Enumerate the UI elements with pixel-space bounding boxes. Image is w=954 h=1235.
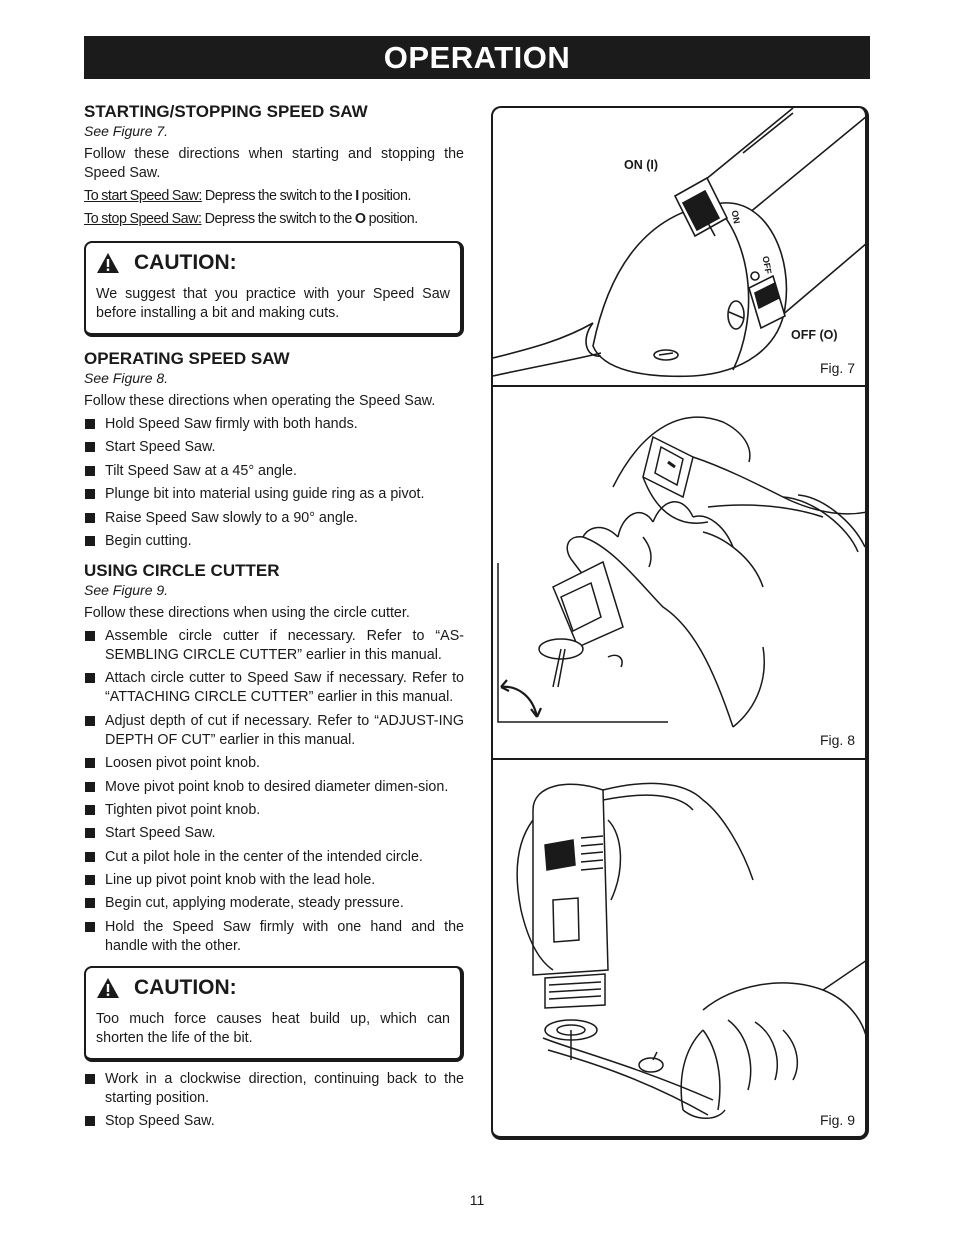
figure-7 — [493, 108, 865, 384]
list-item: Raise Speed Saw slowly to a 90° angle. — [84, 509, 464, 528]
start-symbol: I — [355, 188, 359, 204]
list-item: Tighten pivot point knob. — [84, 801, 464, 820]
circle-cutter-illustration — [493, 760, 865, 1136]
figure-9 — [493, 760, 865, 1136]
list-item: Plunge bit into material using guide ring as a pivot. — [84, 485, 464, 504]
section-heading-operating: OPERATING SPEED SAW — [84, 349, 290, 368]
caution-box-practice — [84, 241, 464, 337]
list-item: Stop Speed Saw. — [84, 1112, 464, 1131]
list-item: Loosen pivot point knob. — [84, 754, 464, 773]
warning-triangle-icon — [96, 252, 120, 274]
switch-off-text: OFF — [760, 255, 774, 275]
start-label: To start Speed Saw: — [84, 188, 202, 204]
see-figure-7: See Figure 7. — [84, 123, 169, 139]
list-item: Assemble circle cutter if necessary. Refer to “AS-SEMBLING CIRCLE CUTTER” earlier in this manual. — [84, 627, 464, 665]
figure-9-caption: Fig. 9 — [819, 1112, 855, 1128]
stop-text-a: Depress the switch to the — [201, 211, 355, 227]
caution-title-text: CAUTION: — [134, 975, 237, 999]
figure-7-caption: Fig. 7 — [819, 360, 855, 376]
start-instruction — [84, 187, 464, 206]
stop-symbol: O — [354, 211, 366, 227]
list-item: Work in a clockwise direction, continuing back to the starting position. — [84, 1070, 464, 1108]
section-heading-circle-cutter: USING CIRCLE CUTTER — [84, 560, 280, 580]
list-item: Line up pivot point knob with the lead hole. — [84, 871, 464, 890]
list-item: Hold the Speed Saw firmly with one hand and the handle with the other. — [84, 918, 464, 956]
caution-text: We suggest that you practice with your Speed Saw before installing a bit and making cuts. — [96, 286, 450, 321]
operating-intro: Follow these directions when operating the Speed Saw. — [84, 393, 436, 409]
on-label: ON (I) — [624, 158, 659, 172]
stop-label: To stop Speed Saw: — [84, 211, 202, 227]
see-figure-8: See Figure 8. — [84, 370, 169, 386]
list-item: Hold Speed Saw firmly with both hands. — [84, 415, 464, 434]
list-item: Start Speed Saw. — [84, 824, 464, 843]
list-item: Move pivot point knob to desired diameter dimen-sion. — [84, 778, 464, 797]
list-item: Start Speed Saw. — [84, 438, 464, 457]
figure-8-caption: Fig. 8 — [819, 732, 855, 748]
switch-on-text: ON — [729, 209, 742, 225]
start-text-a: Depress the switch to the — [201, 188, 356, 204]
stop-instruction — [84, 210, 464, 229]
starting-intro: Follow these directions when starting and stopping the Speed Saw. — [84, 146, 464, 181]
list-item: Tilt Speed Saw at a 45° angle. — [84, 462, 464, 481]
warning-triangle-icon — [96, 977, 120, 999]
hands-tilting-saw-illustration — [493, 387, 865, 757]
section-heading-starting: STARTING/STOPPING SPEED SAW — [84, 102, 368, 121]
left-column — [84, 102, 464, 1136]
caution-box-force — [84, 966, 464, 1062]
page-title: OPERATION — [383, 39, 571, 75]
list-item: Cut a pilot hole in the center of the intended circle. — [84, 848, 464, 867]
figure-panel — [491, 106, 869, 1140]
caution-text: Too much force causes heat build up, which can shorten the life of the bit. — [96, 1010, 450, 1046]
operating-steps — [84, 415, 464, 551]
page-number: 11 — [469, 1192, 485, 1208]
caution-title — [96, 976, 450, 1000]
list-item: Begin cut, applying moderate, steady pressure. — [84, 894, 464, 913]
see-figure-9: See Figure 9. — [84, 581, 169, 598]
list-item: Attach circle cutter to Speed Saw if necessary. Refer to “ATTACHING CIRCLE CUTTER” earlier in this manual. — [84, 669, 464, 707]
caution-title-text: CAUTION: — [134, 251, 237, 274]
start-text-b: position. — [358, 188, 411, 204]
list-item: Adjust depth of cut if necessary. Refer to “ADJUST-ING DEPTH OF CUT” earlier in this manual. — [84, 712, 464, 750]
page-header — [84, 36, 870, 79]
circle-intro: Follow these directions when using the circle cutter. — [84, 604, 410, 621]
list-item: Begin cutting. — [84, 532, 464, 551]
final-steps — [84, 1070, 464, 1131]
speed-saw-switch-illustration — [493, 108, 865, 384]
caution-title — [96, 251, 450, 275]
stop-text-b: position. — [365, 211, 418, 227]
figure-8 — [493, 387, 865, 757]
off-label: OFF (O) — [791, 328, 838, 342]
circle-cutter-steps — [84, 627, 464, 956]
